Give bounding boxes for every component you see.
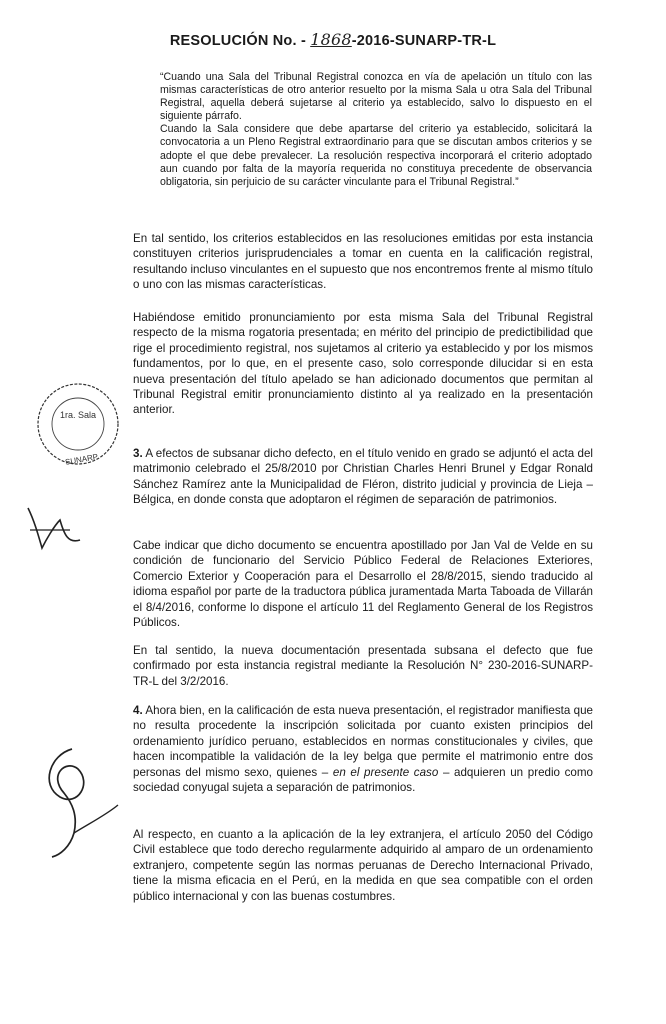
paragraph-3	[133, 446, 593, 508]
quote-paragraph-2: Cuando la Sala considere que debe apartarse del criterio ya establecido, solicitará la convocatoria a un Pleno Registral extraordinario para que se discutan ambos criterios y se adopte el que debe prevalecer. La resolución respectiva incorporará el criterio adoptado aun cuando por falta de la mayoría requerida no constituya precedente de observancia obligatoria, sin perjuicio de su carácter vinculante para el Tribunal Registral.”	[160, 123, 592, 188]
paragraph-3-text: A efectos de subsanar dicho defecto, en el título venido en grado se adjuntó el acta del matrimonio celebrado el 25/8/2010 por Christian Charles Henri Brunel y Edgar Ronald Sánchez Ramírez ante la Municipalidad de Fléron, distrito judicial y provincia de Lieja – Bélgica, en donde consta que adoptaron el régimen de separación de patrimonios.	[133, 447, 593, 507]
paragraph-6-italic: en el presente caso	[332, 765, 439, 779]
stamp-line-1: 1ra. Sala	[59, 410, 97, 420]
paragraph-7: Al respecto, en cuanto a la aplicación de la ley extranjera, el artículo 2050 del Código Civil establece que todo derecho regularmente adquirido al amparo de un ordenamiento extranjero, competente según las normas peruanas de Derecho Internacional Privado, tiene la misma eficacia en el Perú, en la medida en que sea compatible con el orden público internacional y con las buenas costumbres.	[133, 828, 593, 903]
paragraph-6-text-a: Ahora bien, en la calificación de esta nueva presentación, el registrador manifiesta que no resulta procedente la inscripción solicitada por cuanto existen principios del ordenamiento jurídico peruano, establecidos en normas constitucionales y civiles, que hacen incompatible la validación de la ley belga que permite el matrimonio entre dos personas del mismo sexo, quienes –	[133, 704, 593, 779]
quote-paragraph-1: “Cuando una Sala del Tribunal Registral conozca en vía de apelación un título con las mismas características de otro anterior resuelto por la misma Sala u otra Sala del Tribunal Registral, aquella deberá sujetarse al criterio ya establecido, salvo lo dispuesto en el siguiente párrafo.	[160, 71, 592, 123]
margin-signature-mark	[30, 745, 125, 865]
paragraph-4: Cabe indicar que dicho documento se encuentra apostillado por Jan Val de Velde en su condición de funcionario del Servicio Público Federal de Relaciones Exteriores, Comercio Exterior y Cooperación para el Desarrollo el 28/8/2015, siendo traducido al idioma español por parte de la traductora pública juramentada Marta Taboada de Villarán el 8/4/2016, conforme lo dispone el artículo 11 del Reglamento General de los Registros Públicos.	[133, 539, 593, 630]
handwritten-resolution-number: 1868	[310, 30, 352, 49]
resolution-header	[0, 30, 666, 49]
quoted-article	[160, 71, 592, 189]
stamp-line-2: SUNARP	[64, 452, 99, 467]
paragraph-2: Habiéndose emitido pronunciamiento por esta misma Sala del Tribunal Registral respecto de la misma rogatoria presentada; en mérito del principio de predictibilidad que rige el procedimiento registral, nos sujetamos al criterio ya establecido y por los mismos fundamentos, por lo que, en el presente caso, solo corresponde dilucidar si en esta nueva presentación del título apelado se han adicionado documentos que permitan al Tribunal Registral emitir pronunciamiento distinto al ya realizado en la presentación anterior.	[133, 311, 593, 417]
header-prefix: RESOLUCIÓN No. -	[169, 33, 306, 49]
header-suffix: -2016-SUNARP-TR-L	[351, 33, 497, 49]
section-number-4: 4.	[133, 704, 143, 717]
paragraph-5: En tal sentido, la nueva documentación presentada subsana el defecto que fue confirmado por esta instancia registral mediante la Resolución N° 230-2016-SUNARP-TR-L del 3/2/2016.	[133, 644, 593, 688]
margin-initial-mark	[20, 500, 90, 560]
paragraph-1: En tal sentido, los criterios establecidos en las resoluciones emitidas por esta instancia constituyen criterios jurisprudenciales a tomar en cuenta en la calificación registral, resultando incluso vinculantes en el supuesto que nos encontremos frente al mismo título o uno con las mismas características.	[133, 232, 593, 292]
section-number-3: 3.	[133, 447, 143, 460]
paragraph-6	[133, 703, 593, 795]
sala-stamp	[32, 378, 124, 470]
paragraph-6-text-b: – adquieren un predio como sociedad conyugal sujeta a separación de patrimonios.	[133, 765, 593, 795]
